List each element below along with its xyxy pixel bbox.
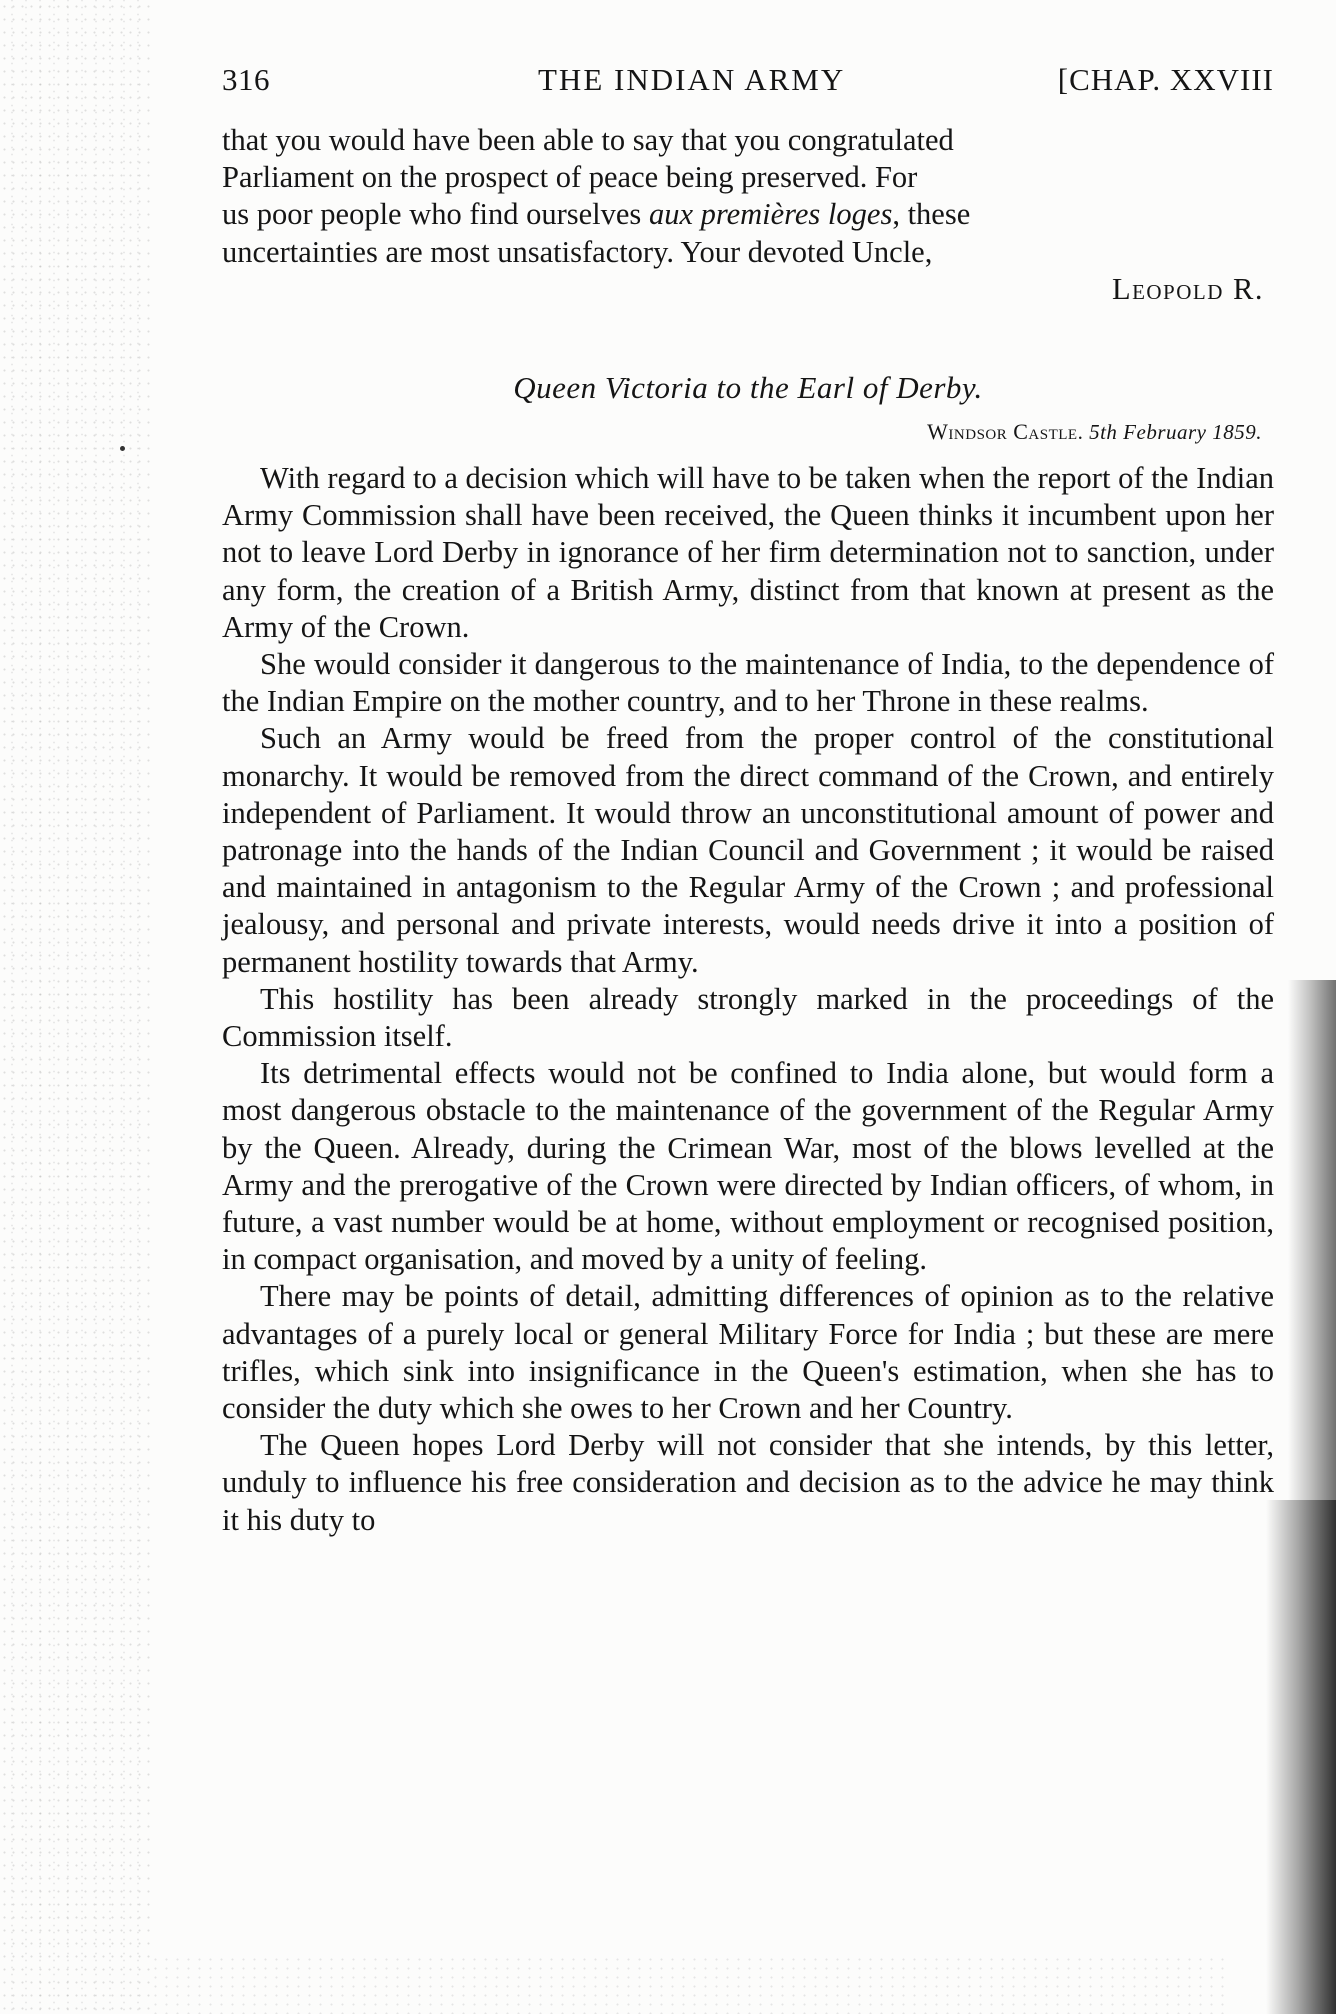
dateline-separator: . (1077, 420, 1090, 444)
letter-paragraph-7: The Queen hopes Lord Derby will not consider that she intends, by this letter, unduly to influence his free consideration and decision as to the advice he may think it his duty to (222, 1428, 1274, 1537)
letter-paragraph-6: There may be points of detail, admitting differences of opinion as to the relative advantages of a purely local or general Military Force for India ; but these are mere trifles, which sink into insignificance in the Queen's estimation, when she has to consider the duty which she owes to her Crown and her Country. (222, 1279, 1274, 1426)
page-number: 316 (222, 62, 270, 97)
letter-date: 5th February 1859. (1089, 420, 1262, 444)
letter-paragraph-4: This hostility has been already strongly marked in the proceedings of the Commission itself. (222, 981, 1274, 1054)
letter-dateline (222, 419, 1262, 445)
previous-letter-line-4: uncertainties are most unsatisfactory. Your devoted Uncle, (222, 234, 933, 269)
scan-noise-left-margin (0, 0, 150, 2014)
previous-letter-line-1: that you would have been able to say that you congratulated (222, 123, 954, 157)
gutter-shadow-lower (1266, 1500, 1336, 2014)
french-phrase: aux premières loges (648, 197, 893, 232)
margin-mark (120, 446, 125, 451)
letter-paragraph-3: Such an Army would be freed from the proper control of the constitutional monarchy. It would be removed from the direct command of the Crown, and entirely independent of Parliament. It would throw an unconstitutional amount of power and patronage into the hands of the Indian Council and Government ; it would be raised and maintained in antagonism to the Regular Army of the Crown ; and professional jealousy, and personal and private interests, would needs drive it into a position of permanent hostility towards that Army. (222, 721, 1274, 979)
line-3-end: , these (892, 197, 971, 232)
running-header (222, 62, 1274, 106)
letter-heading: Queen Victoria to the Earl of Derby. (513, 370, 983, 405)
previous-letter-line-3 (222, 196, 1274, 233)
chapter-marker: [CHAP. XXVIII (1057, 62, 1274, 97)
previous-letter-line-2: Parliament on the prospect of peace being preserved. For (222, 160, 918, 195)
scan-noise-bottom-margin (150, 1955, 1230, 2014)
gutter-shadow-upper (1288, 980, 1336, 1500)
letter-place: Windsor Castle (927, 419, 1078, 444)
letter-paragraph-1: With regard to a decision which will have to be taken when the report of the Indian Army Commission shall have been received, the Queen thinks it incumbent upon her not to leave Lord Derby in ignorance of her firm determination not to sanction, under any form, the creation of a British Army, distinct from that known at present as the Army of the Crown. (222, 461, 1274, 644)
signature: Leopold R. (1111, 271, 1264, 306)
previous-letter-ending (222, 122, 1274, 308)
letter-paragraph-5: Its detrimental effects would not be confined to India alone, but would form a most dangerous obstacle to the maintenance of the government of the Regular Army by the Queen. Already, during the Crimean War, most of the blows levelled at the Army and the prerogative of the Crown were directed by Indian officers, of whom, in future, a vast number would be at home, without employment or recognised position, in compact organisation, and moved by a unity of feeling. (222, 1056, 1274, 1277)
line-3-start: us poor people who find ourselves (222, 197, 649, 232)
running-title: THE INDIAN ARMY (538, 62, 846, 97)
letter-body (222, 460, 1274, 1539)
letter-paragraph-2: She would consider it dangerous to the maintenance of India, to the dependence of the Indian Empire on the mother country, and to her Throne in these realms. (222, 647, 1274, 719)
